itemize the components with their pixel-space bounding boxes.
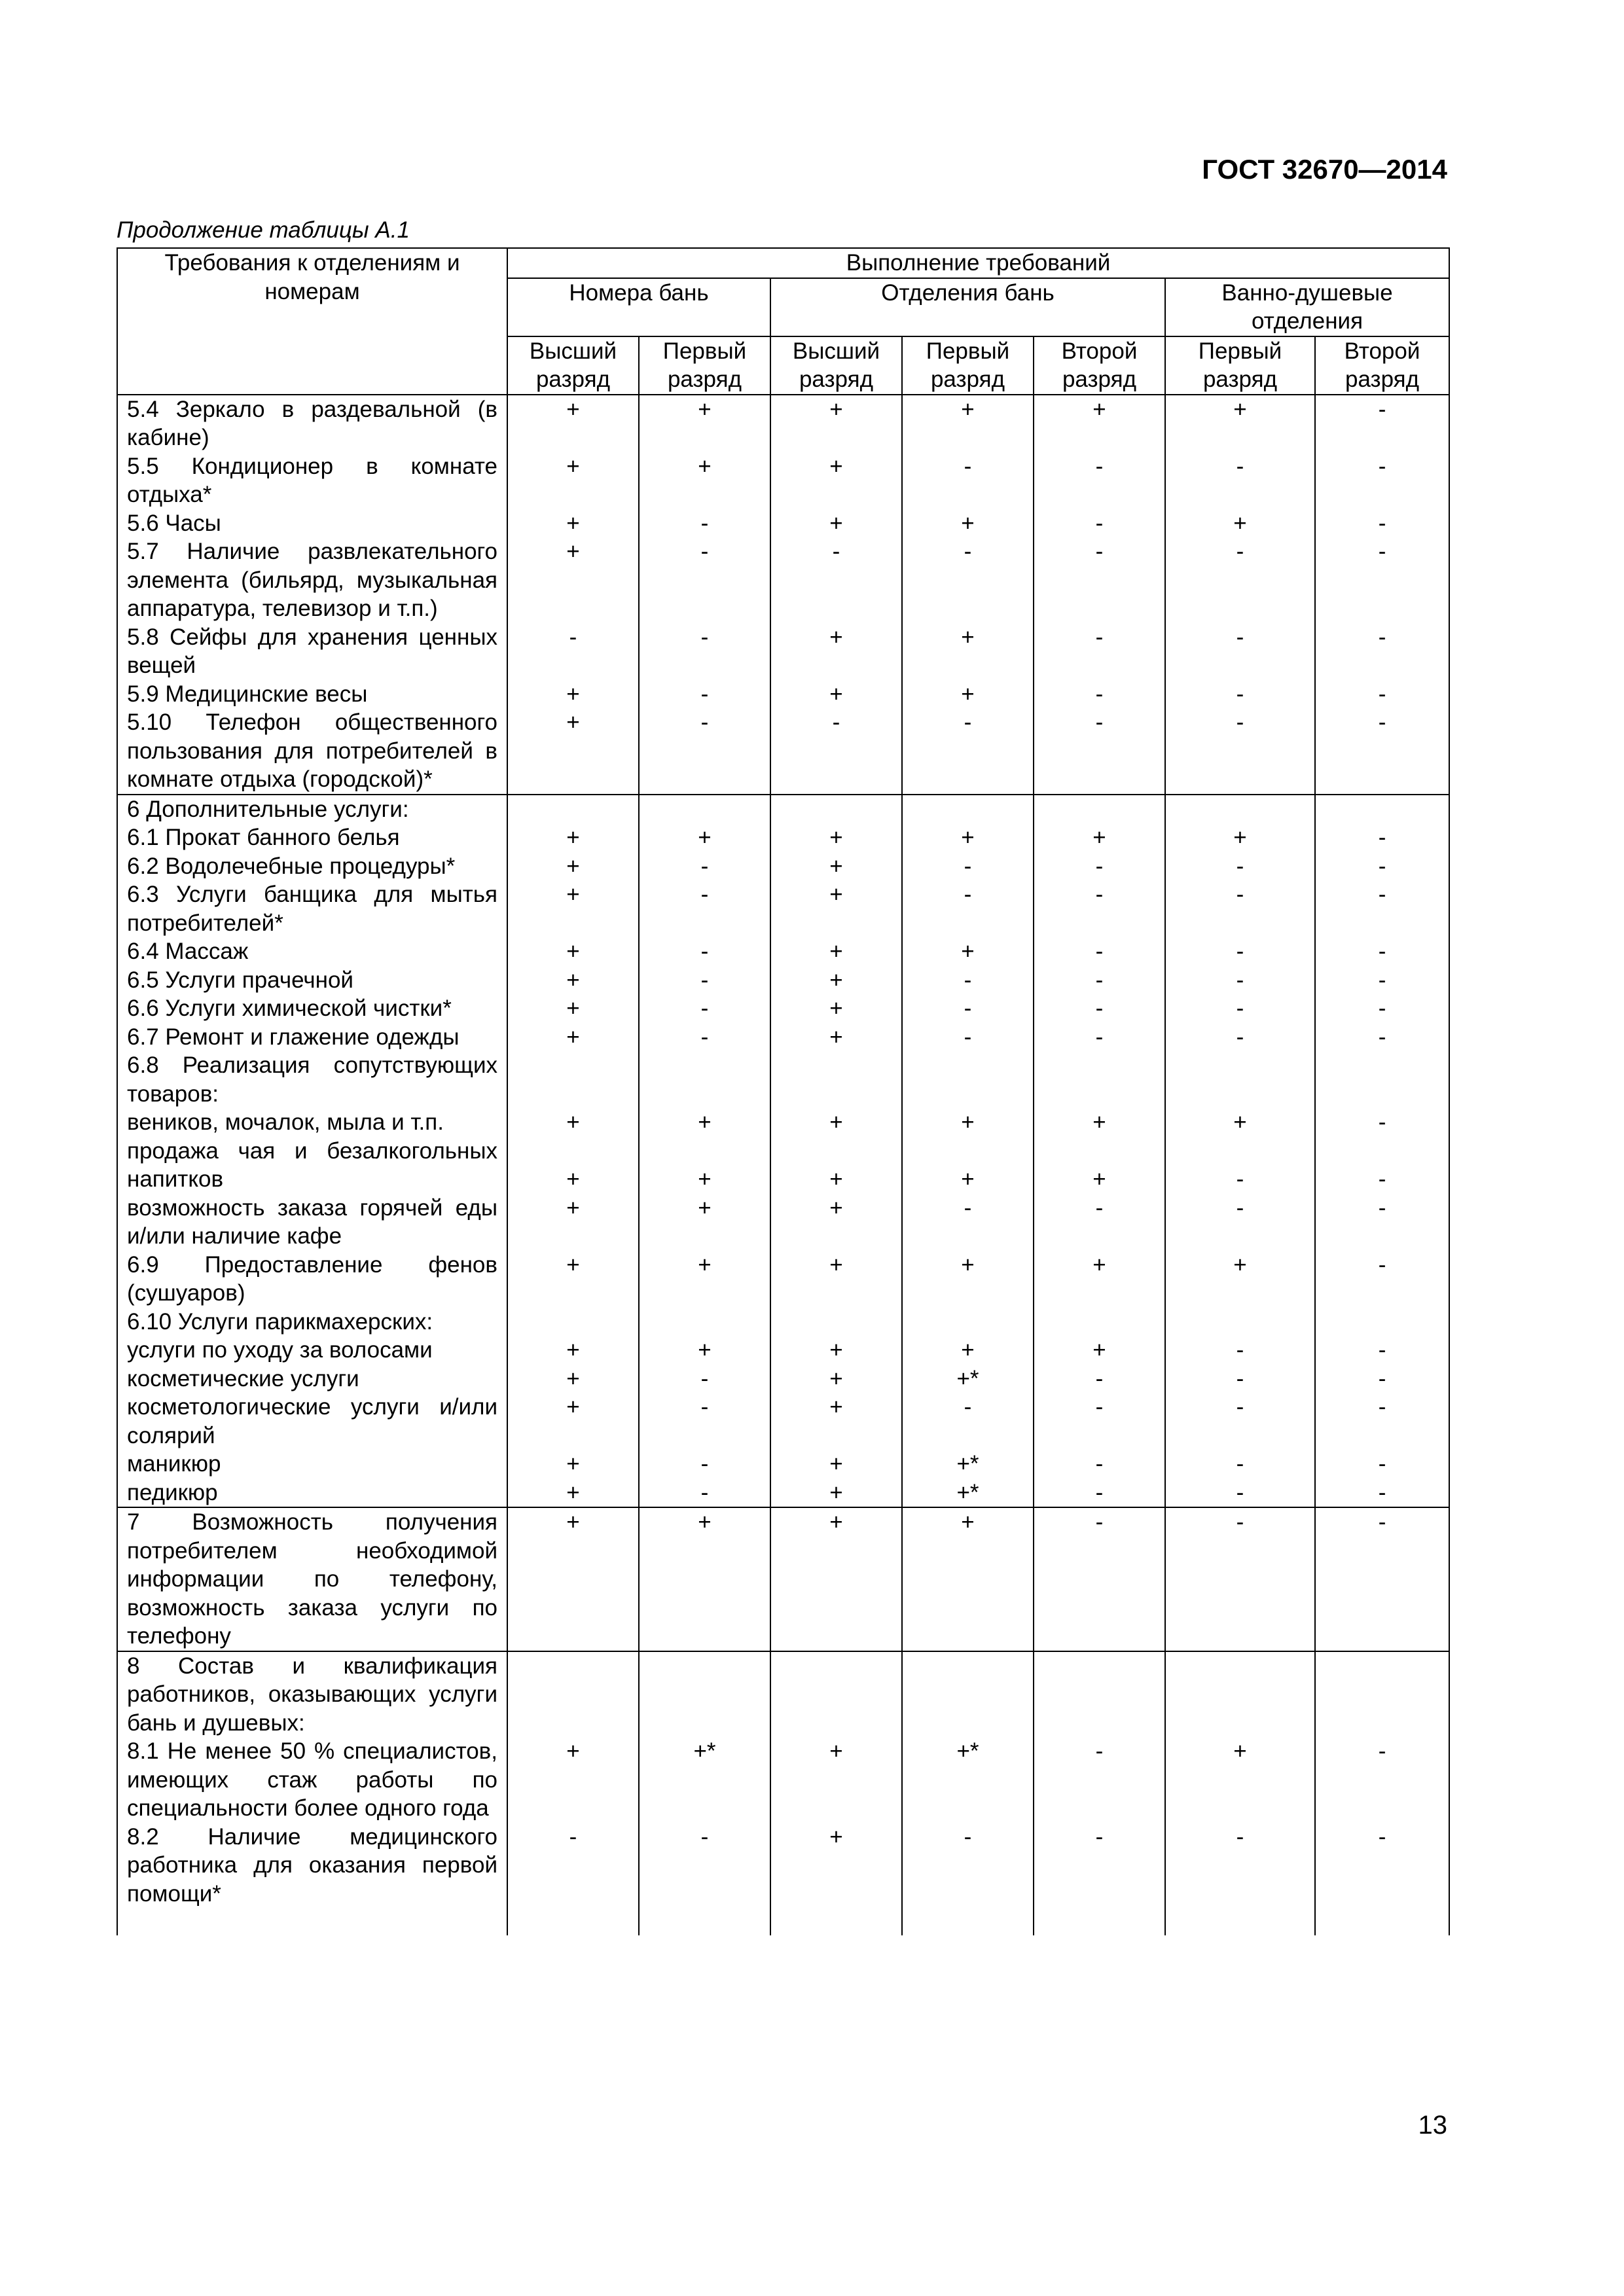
table-row — [117, 823, 1449, 852]
value-cell: - — [1165, 1507, 1315, 1651]
empty-cell — [1034, 1908, 1165, 1935]
value-cell: - — [1165, 1365, 1315, 1393]
table-row — [117, 623, 1449, 680]
header-grade: Высший разряд — [770, 336, 902, 395]
value-cell: +* — [902, 1479, 1034, 1508]
table-row — [117, 1051, 1449, 1108]
value-cell: + — [770, 823, 902, 852]
value-cell: - — [902, 966, 1034, 995]
table-row — [117, 937, 1449, 966]
value-cell: - — [1315, 1450, 1449, 1479]
value-cell: + — [507, 1023, 639, 1052]
value-cell — [1315, 1308, 1449, 1336]
value-cell: + — [902, 1108, 1034, 1137]
value-cell: - — [507, 1823, 639, 1909]
value-cell: + — [902, 395, 1034, 452]
value-cell: + — [770, 1194, 902, 1251]
value-cell — [770, 795, 902, 824]
table-section — [117, 795, 1449, 1508]
value-cell: - — [639, 1450, 770, 1479]
value-cell: + — [902, 1336, 1034, 1365]
empty-cell — [1315, 1908, 1449, 1935]
value-cell: + — [507, 509, 639, 538]
table-row — [117, 509, 1449, 538]
value-cell: - — [1034, 880, 1165, 937]
value-cell: + — [770, 1336, 902, 1365]
value-cell: - — [1165, 1823, 1315, 1909]
empty-cell — [1165, 1908, 1315, 1935]
table-section — [117, 1651, 1449, 1936]
value-cell: + — [902, 680, 1034, 709]
requirement-cell: педикюр — [117, 1479, 507, 1508]
value-cell — [1315, 1651, 1449, 1738]
value-cell: + — [639, 1251, 770, 1308]
value-cell — [507, 1651, 639, 1738]
header-group-shower: Ванно-душевые отделения — [1165, 278, 1449, 336]
header-execution: Выполнение требований — [507, 248, 1449, 278]
value-cell: + — [639, 823, 770, 852]
value-cell: - — [1034, 680, 1165, 709]
value-cell: - — [1165, 623, 1315, 680]
value-cell: - — [1315, 1194, 1449, 1251]
value-cell: + — [770, 1479, 902, 1508]
value-cell: - — [639, 680, 770, 709]
value-cell — [902, 1651, 1034, 1738]
requirement-cell: косметические услуги — [117, 1365, 507, 1393]
value-cell: - — [1165, 880, 1315, 937]
table-row — [117, 1251, 1449, 1308]
value-cell: - — [1034, 452, 1165, 509]
value-cell: + — [770, 1823, 902, 1909]
value-cell: + — [507, 708, 639, 795]
empty-cell — [117, 1908, 507, 1935]
value-cell: + — [507, 537, 639, 623]
value-cell: - — [1034, 509, 1165, 538]
value-cell: - — [1315, 1393, 1449, 1450]
value-cell: - — [1034, 1823, 1165, 1909]
table-row — [117, 1393, 1449, 1450]
table-row — [117, 1507, 1449, 1651]
requirement-cell: 6.10 Услуги парикмахерских: — [117, 1308, 507, 1336]
value-cell: - — [1034, 1393, 1165, 1450]
empty-cell — [507, 1908, 639, 1935]
value-cell: - — [1034, 537, 1165, 623]
value-cell: - — [1034, 623, 1165, 680]
value-cell: + — [770, 937, 902, 966]
value-cell: - — [902, 852, 1034, 881]
value-cell: - — [1034, 852, 1165, 881]
value-cell: + — [1034, 1137, 1165, 1194]
value-cell: + — [639, 395, 770, 452]
value-cell: - — [1034, 994, 1165, 1023]
value-cell: - — [1315, 852, 1449, 881]
value-cell: - — [507, 623, 639, 680]
value-cell — [639, 1651, 770, 1738]
value-cell: + — [507, 966, 639, 995]
table-section — [117, 395, 1449, 795]
value-cell: + — [1165, 1108, 1315, 1137]
value-cell: + — [507, 823, 639, 852]
value-cell: + — [770, 452, 902, 509]
value-cell: + — [507, 1365, 639, 1393]
value-cell: + — [770, 1450, 902, 1479]
value-cell: + — [902, 623, 1034, 680]
value-cell: - — [902, 1194, 1034, 1251]
requirement-cell: 6.1 Прокат банного белья — [117, 823, 507, 852]
value-cell — [770, 1308, 902, 1336]
value-cell: + — [639, 1108, 770, 1137]
value-cell — [1165, 1308, 1315, 1336]
value-cell: - — [639, 1823, 770, 1909]
value-cell: + — [507, 395, 639, 452]
value-cell: - — [1034, 966, 1165, 995]
value-cell: + — [1034, 1251, 1165, 1308]
requirement-cell: веников, мочалок, мыла и т.п. — [117, 1108, 507, 1137]
table-bottom-space — [117, 1908, 1449, 1935]
requirement-cell: 7 Возможность получения потребителем необходимой информации по телефону, возможность заказа услуги по телефону — [117, 1507, 507, 1651]
value-cell: - — [1165, 1137, 1315, 1194]
value-cell: - — [639, 1365, 770, 1393]
value-cell: + — [770, 880, 902, 937]
requirement-cell: 5.8 Сейфы для хранения ценных вещей — [117, 623, 507, 680]
value-cell: + — [507, 994, 639, 1023]
value-cell: + — [507, 1393, 639, 1450]
value-cell — [639, 1051, 770, 1108]
value-cell: + — [507, 1507, 639, 1651]
value-cell: - — [1165, 1393, 1315, 1450]
value-cell: + — [507, 880, 639, 937]
value-cell: + — [507, 1108, 639, 1137]
value-cell — [1315, 795, 1449, 824]
value-cell: - — [1165, 537, 1315, 623]
table-row — [117, 1308, 1449, 1336]
value-cell: + — [507, 680, 639, 709]
value-cell: + — [1165, 1737, 1315, 1823]
value-cell: + — [507, 1194, 639, 1251]
value-cell: + — [902, 1251, 1034, 1308]
value-cell: + — [507, 1479, 639, 1508]
requirement-cell: 5.4 Зеркало в раздевальной (в кабине) — [117, 395, 507, 452]
value-cell: + — [902, 509, 1034, 538]
value-cell: - — [1315, 1023, 1449, 1052]
value-cell: - — [902, 994, 1034, 1023]
value-cell: - — [1315, 1365, 1449, 1393]
value-cell: + — [507, 1137, 639, 1194]
requirement-cell: 8 Состав и квалификация работников, оказывающих услуги бань и душевых: — [117, 1651, 507, 1738]
value-cell: - — [1315, 1336, 1449, 1365]
table-row — [117, 1194, 1449, 1251]
value-cell: + — [770, 1393, 902, 1450]
value-cell: - — [1165, 708, 1315, 795]
table-row — [117, 1336, 1449, 1365]
value-cell: - — [639, 966, 770, 995]
value-cell: - — [1315, 1737, 1449, 1823]
value-cell: - — [902, 1823, 1034, 1909]
value-cell: - — [639, 994, 770, 1023]
value-cell: + — [507, 1336, 639, 1365]
header-grade: Первый разряд — [639, 336, 770, 395]
value-cell: + — [902, 937, 1034, 966]
value-cell: - — [1315, 537, 1449, 623]
value-cell: - — [902, 880, 1034, 937]
value-cell: + — [770, 1507, 902, 1651]
value-cell: - — [639, 1393, 770, 1450]
requirements-table — [117, 247, 1450, 1935]
value-cell — [639, 1308, 770, 1336]
value-cell: - — [1034, 1737, 1165, 1823]
value-cell: + — [507, 1251, 639, 1308]
value-cell — [1034, 1308, 1165, 1336]
value-cell — [507, 795, 639, 824]
requirement-cell: продажа чая и безалкогольных напитков — [117, 1137, 507, 1194]
value-cell: + — [770, 509, 902, 538]
value-cell: + — [1034, 823, 1165, 852]
value-cell — [1165, 795, 1315, 824]
table-row — [117, 680, 1449, 709]
value-cell: + — [1165, 823, 1315, 852]
table-row — [117, 852, 1449, 881]
value-cell: + — [639, 1137, 770, 1194]
value-cell: - — [902, 537, 1034, 623]
value-cell: - — [1034, 1507, 1165, 1651]
value-cell: - — [1315, 880, 1449, 937]
value-cell: - — [1034, 937, 1165, 966]
table-row — [117, 1823, 1449, 1909]
value-cell: + — [507, 1450, 639, 1479]
table-row — [117, 1737, 1449, 1823]
requirement-cell: 6 Дополнительные услуги: — [117, 795, 507, 824]
value-cell: - — [1034, 1450, 1165, 1479]
requirement-cell: косметологические услуги и/или солярий — [117, 1393, 507, 1450]
header-group-rooms: Номера бань — [507, 278, 770, 336]
table-row — [117, 994, 1449, 1023]
table-caption: Продолжение таблицы А.1 — [117, 217, 410, 243]
value-cell: - — [1315, 823, 1449, 852]
value-cell: - — [902, 1393, 1034, 1450]
table-row — [117, 1137, 1449, 1194]
value-cell: - — [1315, 1479, 1449, 1508]
table-row — [117, 1108, 1449, 1137]
value-cell: + — [639, 1336, 770, 1365]
value-cell: - — [1165, 680, 1315, 709]
requirement-cell: 5.7 Наличие развлекательного элемента (бильярд, музыкальная аппаратура, телевизор и т.п.) — [117, 537, 507, 623]
value-cell: - — [639, 1023, 770, 1052]
value-cell: - — [902, 1023, 1034, 1052]
value-cell: + — [770, 1108, 902, 1137]
value-cell — [1165, 1651, 1315, 1738]
empty-cell — [770, 1908, 902, 1935]
requirement-cell: возможность заказа горячей еды и/или наличие кафе — [117, 1194, 507, 1251]
value-cell: - — [1165, 937, 1315, 966]
table-row — [117, 880, 1449, 937]
value-cell — [902, 1051, 1034, 1108]
value-cell: + — [902, 1137, 1034, 1194]
value-cell: + — [902, 1507, 1034, 1651]
value-cell: - — [1315, 994, 1449, 1023]
value-cell: + — [1034, 1108, 1165, 1137]
value-cell — [902, 1308, 1034, 1336]
value-cell: + — [770, 1365, 902, 1393]
value-cell: - — [770, 708, 902, 795]
value-cell — [770, 1051, 902, 1108]
requirement-cell: 6.3 Услуги банщика для мытья потребителей* — [117, 880, 507, 937]
requirement-cell: 8.1 Не менее 50 % специалистов, имеющих стаж работы по специальности более одного года — [117, 1737, 507, 1823]
value-cell: +* — [902, 1365, 1034, 1393]
value-cell: - — [1315, 708, 1449, 795]
table-row — [117, 708, 1449, 795]
value-cell: - — [902, 708, 1034, 795]
value-cell: - — [1165, 1194, 1315, 1251]
value-cell: - — [639, 509, 770, 538]
value-cell: - — [1315, 1108, 1449, 1137]
table-row — [117, 537, 1449, 623]
value-cell: + — [902, 823, 1034, 852]
value-cell: + — [770, 966, 902, 995]
value-cell: - — [1165, 1023, 1315, 1052]
requirement-cell: 6.9 Предоставление фенов (сушуаров) — [117, 1251, 507, 1308]
value-cell: - — [1315, 395, 1449, 452]
value-cell: - — [1034, 1479, 1165, 1508]
value-cell: + — [1165, 395, 1315, 452]
value-cell — [1034, 1651, 1165, 1738]
requirement-cell: 5.5 Кондиционер в комнате отдыха* — [117, 452, 507, 509]
value-cell: + — [507, 452, 639, 509]
table-row — [117, 1651, 1449, 1738]
value-cell — [770, 1651, 902, 1738]
value-cell: + — [770, 994, 902, 1023]
value-cell: + — [770, 1251, 902, 1308]
value-cell: + — [770, 852, 902, 881]
value-cell: - — [1034, 1365, 1165, 1393]
value-cell: + — [507, 937, 639, 966]
table-row — [117, 1450, 1449, 1479]
value-cell: - — [1315, 1137, 1449, 1194]
value-cell: + — [1165, 1251, 1315, 1308]
value-cell: +* — [639, 1737, 770, 1823]
requirement-cell: 6.8 Реализация сопутствующих товаров: — [117, 1051, 507, 1108]
header-grade: Первый разряд — [1165, 336, 1315, 395]
value-cell: + — [507, 1737, 639, 1823]
requirement-cell: 6.7 Ремонт и глажение одежды — [117, 1023, 507, 1052]
requirement-cell: маникюр — [117, 1450, 507, 1479]
header-requirements: Требования к отделениям и номерам — [117, 248, 507, 395]
value-cell: - — [639, 623, 770, 680]
value-cell: + — [1034, 1336, 1165, 1365]
requirement-cell: 5.6 Часы — [117, 509, 507, 538]
table-row — [117, 795, 1449, 824]
value-cell: + — [1165, 509, 1315, 538]
value-cell: +* — [902, 1450, 1034, 1479]
value-cell: - — [639, 937, 770, 966]
value-cell: - — [639, 852, 770, 881]
value-cell — [1034, 795, 1165, 824]
requirement-cell: 6.2 Водолечебные процедуры* — [117, 852, 507, 881]
table-row — [117, 1365, 1449, 1393]
document-code: ГОСТ 32670—2014 — [1202, 154, 1447, 185]
value-cell: + — [639, 1194, 770, 1251]
table-row — [117, 395, 1449, 452]
page-number: 13 — [1418, 2111, 1447, 2140]
value-cell: + — [507, 852, 639, 881]
value-cell: - — [1315, 509, 1449, 538]
value-cell: - — [1034, 708, 1165, 795]
value-cell: - — [639, 880, 770, 937]
value-cell: - — [1315, 452, 1449, 509]
value-cell: - — [1165, 852, 1315, 881]
requirement-cell: 8.2 Наличие медицинского работника для оказания первой помощи* — [117, 1823, 507, 1909]
value-cell: + — [770, 1737, 902, 1823]
table-row — [117, 1479, 1449, 1508]
value-cell: - — [1034, 1194, 1165, 1251]
value-cell: - — [1165, 994, 1315, 1023]
table-row — [117, 966, 1449, 995]
value-cell: - — [639, 537, 770, 623]
value-cell: - — [1315, 1507, 1449, 1651]
value-cell: - — [639, 708, 770, 795]
header-grade: Второй разряд — [1315, 336, 1449, 395]
value-cell: - — [1165, 1336, 1315, 1365]
value-cell: - — [1315, 680, 1449, 709]
requirement-cell: 6.6 Услуги химической чистки* — [117, 994, 507, 1023]
header-grade: Второй разряд — [1034, 336, 1165, 395]
value-cell: - — [1034, 1023, 1165, 1052]
value-cell: + — [770, 1023, 902, 1052]
requirement-cell: 6.5 Услуги прачечной — [117, 966, 507, 995]
value-cell — [507, 1051, 639, 1108]
requirement-cell: 5.9 Медицинские весы — [117, 680, 507, 709]
value-cell — [902, 795, 1034, 824]
requirement-cell: услуги по уходу за волосами — [117, 1336, 507, 1365]
value-cell: - — [639, 1479, 770, 1508]
value-cell: - — [1165, 1450, 1315, 1479]
value-cell: - — [1315, 966, 1449, 995]
value-cell: + — [770, 395, 902, 452]
value-cell: - — [1165, 1479, 1315, 1508]
header-grade: Высший разряд — [507, 336, 639, 395]
value-cell — [1034, 1051, 1165, 1108]
requirement-cell: 6.4 Массаж — [117, 937, 507, 966]
value-cell — [507, 1308, 639, 1336]
value-cell: + — [639, 1507, 770, 1651]
value-cell: + — [770, 623, 902, 680]
value-cell: + — [639, 452, 770, 509]
value-cell — [1315, 1051, 1449, 1108]
value-cell: + — [770, 680, 902, 709]
value-cell: - — [1315, 1251, 1449, 1308]
table-row — [117, 1023, 1449, 1052]
value-cell: - — [1165, 452, 1315, 509]
value-cell: +* — [902, 1737, 1034, 1823]
empty-cell — [902, 1908, 1034, 1935]
empty-cell — [639, 1908, 770, 1935]
value-cell: - — [1165, 966, 1315, 995]
header-group-departments: Отделения бань — [770, 278, 1165, 336]
value-cell: - — [1315, 937, 1449, 966]
value-cell: - — [770, 537, 902, 623]
table-row — [117, 452, 1449, 509]
value-cell: - — [1315, 1823, 1449, 1909]
value-cell — [639, 795, 770, 824]
requirement-cell: 5.10 Телефон общественного пользования для потребителей в комнате отдыха (городской)* — [117, 708, 507, 795]
header-grade: Первый разряд — [902, 336, 1034, 395]
value-cell: - — [1315, 623, 1449, 680]
value-cell: + — [770, 1137, 902, 1194]
value-cell: - — [902, 452, 1034, 509]
value-cell — [1165, 1051, 1315, 1108]
table-section — [117, 1507, 1449, 1651]
value-cell: + — [1034, 395, 1165, 452]
